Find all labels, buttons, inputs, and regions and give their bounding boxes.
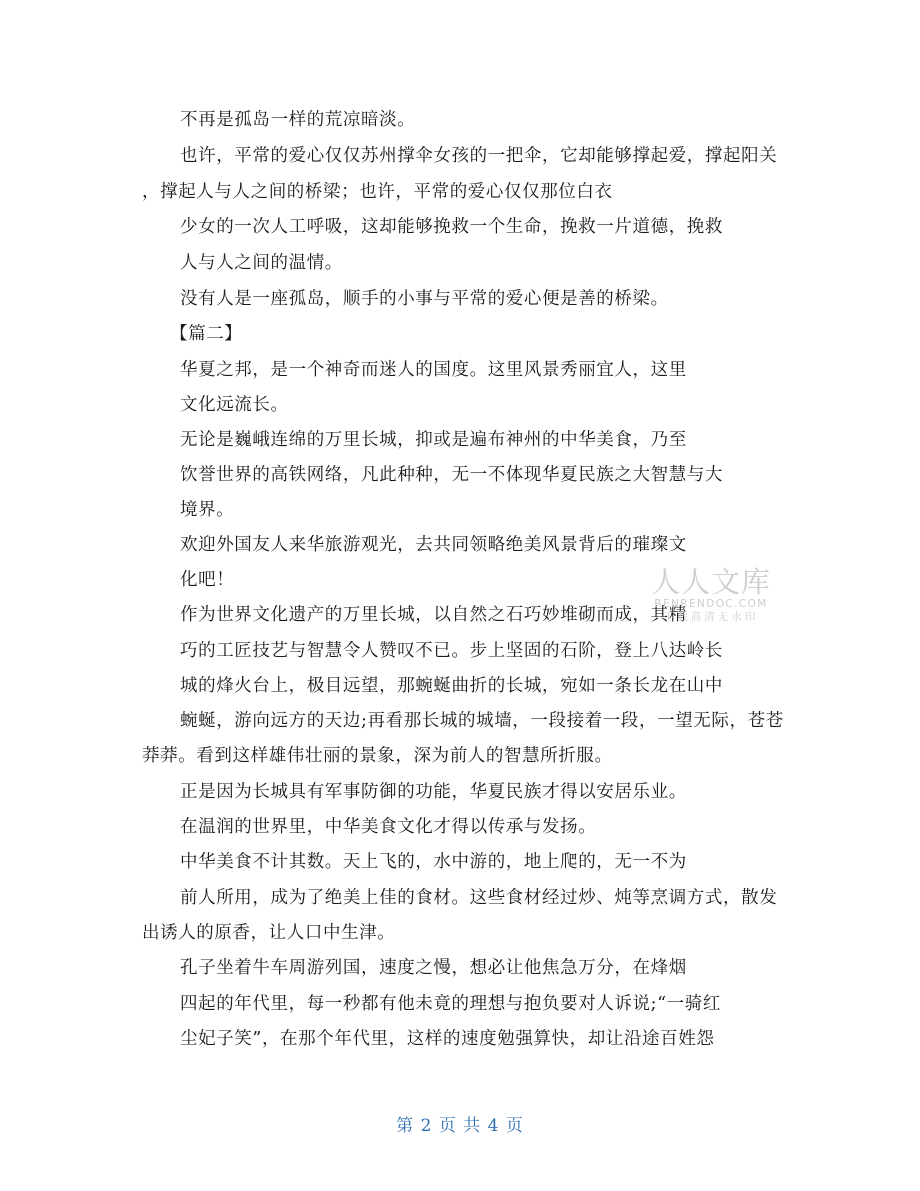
text-line: 境界。 bbox=[180, 500, 235, 520]
text-line: 中华美食不计其数。天上飞的，水中游的，地上爬的，无一不为 bbox=[180, 852, 687, 872]
text-line: 文化远流长。 bbox=[180, 395, 289, 415]
text-line: 欢迎外国友人来华旅游观光，去共同领略绝美风景背后的璀璨文 bbox=[180, 535, 687, 555]
text-line: 巧的工匠技艺与智慧令人赞叹不已。步上坚固的石阶，登上八达岭长 bbox=[180, 641, 723, 661]
text-line: ，撑起人与人之间的桥梁；也许，平常的爱心仅仅那位白衣 bbox=[142, 182, 613, 202]
text-line: 出诱人的原香，让人口中生津。 bbox=[142, 923, 396, 943]
text-line: 前人所用，成为了绝美上佳的食材。这些食材经过炒、炖等烹调方式，散发 bbox=[180, 888, 778, 908]
text-line: 化吧！ bbox=[180, 570, 235, 590]
watermark-subtitle: 下载高清无水印 bbox=[663, 611, 759, 623]
watermark-logo bbox=[648, 566, 774, 624]
text-line: 饮誉世界的高铁网络，凡此种种，无一不体现华夏民族之大智慧与大 bbox=[180, 465, 723, 485]
text-line: 正是因为长城具有军事防御的功能，华夏民族才得以安居乐业。 bbox=[180, 782, 687, 802]
text-line: 孔子坐着牛车周游列国，速度之慢，想必让他焦急万分，在烽烟 bbox=[180, 958, 687, 978]
section-heading: 【篇二】 bbox=[170, 324, 243, 344]
text-line: 在温润的世界里，中华美食文化才得以传承与发扬。 bbox=[180, 817, 597, 837]
page-number-footer: 第 2 页 共 4 页 bbox=[396, 1116, 524, 1136]
text-line: 蜿蜒，游向远方的天边;再看那长城的城墙，一段接着一段，一望无际，苍苍 bbox=[180, 711, 784, 731]
text-line: 人与人之间的温情。 bbox=[180, 253, 343, 273]
text-line: 没有人是一座孤岛，顺手的小事与平常的爱心便是善的桥梁。 bbox=[180, 289, 669, 309]
watermark-url: RENRENDOC.COM bbox=[654, 598, 768, 610]
text-line: 华夏之邦，是一个神奇而迷人的国度。这里风景秀丽宜人，这里 bbox=[180, 360, 687, 380]
text-line: 也许，平常的爱心仅仅苏州撑伞女孩的一把伞，它却能够撑起爱，撑起阳关 bbox=[180, 146, 778, 166]
watermark-title: 人人文库 bbox=[650, 565, 771, 599]
text-line: 少女的一次人工呼吸，这却能够挽救一个生命，挽救一片道德，挽救 bbox=[180, 217, 723, 237]
text-line: 不再是孤岛一样的荒凉暗淡。 bbox=[180, 110, 416, 130]
text-line: 无论是巍峨连绵的万里长城，抑或是遍布神州的中华美食，乃至 bbox=[180, 430, 687, 450]
text-line: 作为世界文化遗产的万里长城，以自然之石巧妙堆砌而成，其精 bbox=[180, 605, 687, 625]
text-line: 莽莽。看到这样雄伟壮丽的景象，深为前人的智慧所折服。 bbox=[142, 746, 613, 766]
text-line: 尘妃子笑”，在那个年代里，这样的速度勉强算快，却让沿途百姓怨 bbox=[180, 1029, 715, 1049]
text-line: 四起的年代里，每一秒都有他未竟的理想与抱负要对人诉说;“一骑红 bbox=[180, 994, 721, 1014]
text-line: 城的烽火台上，极目远望，那蜿蜒曲折的长城，宛如一条长龙在山中 bbox=[180, 676, 723, 696]
